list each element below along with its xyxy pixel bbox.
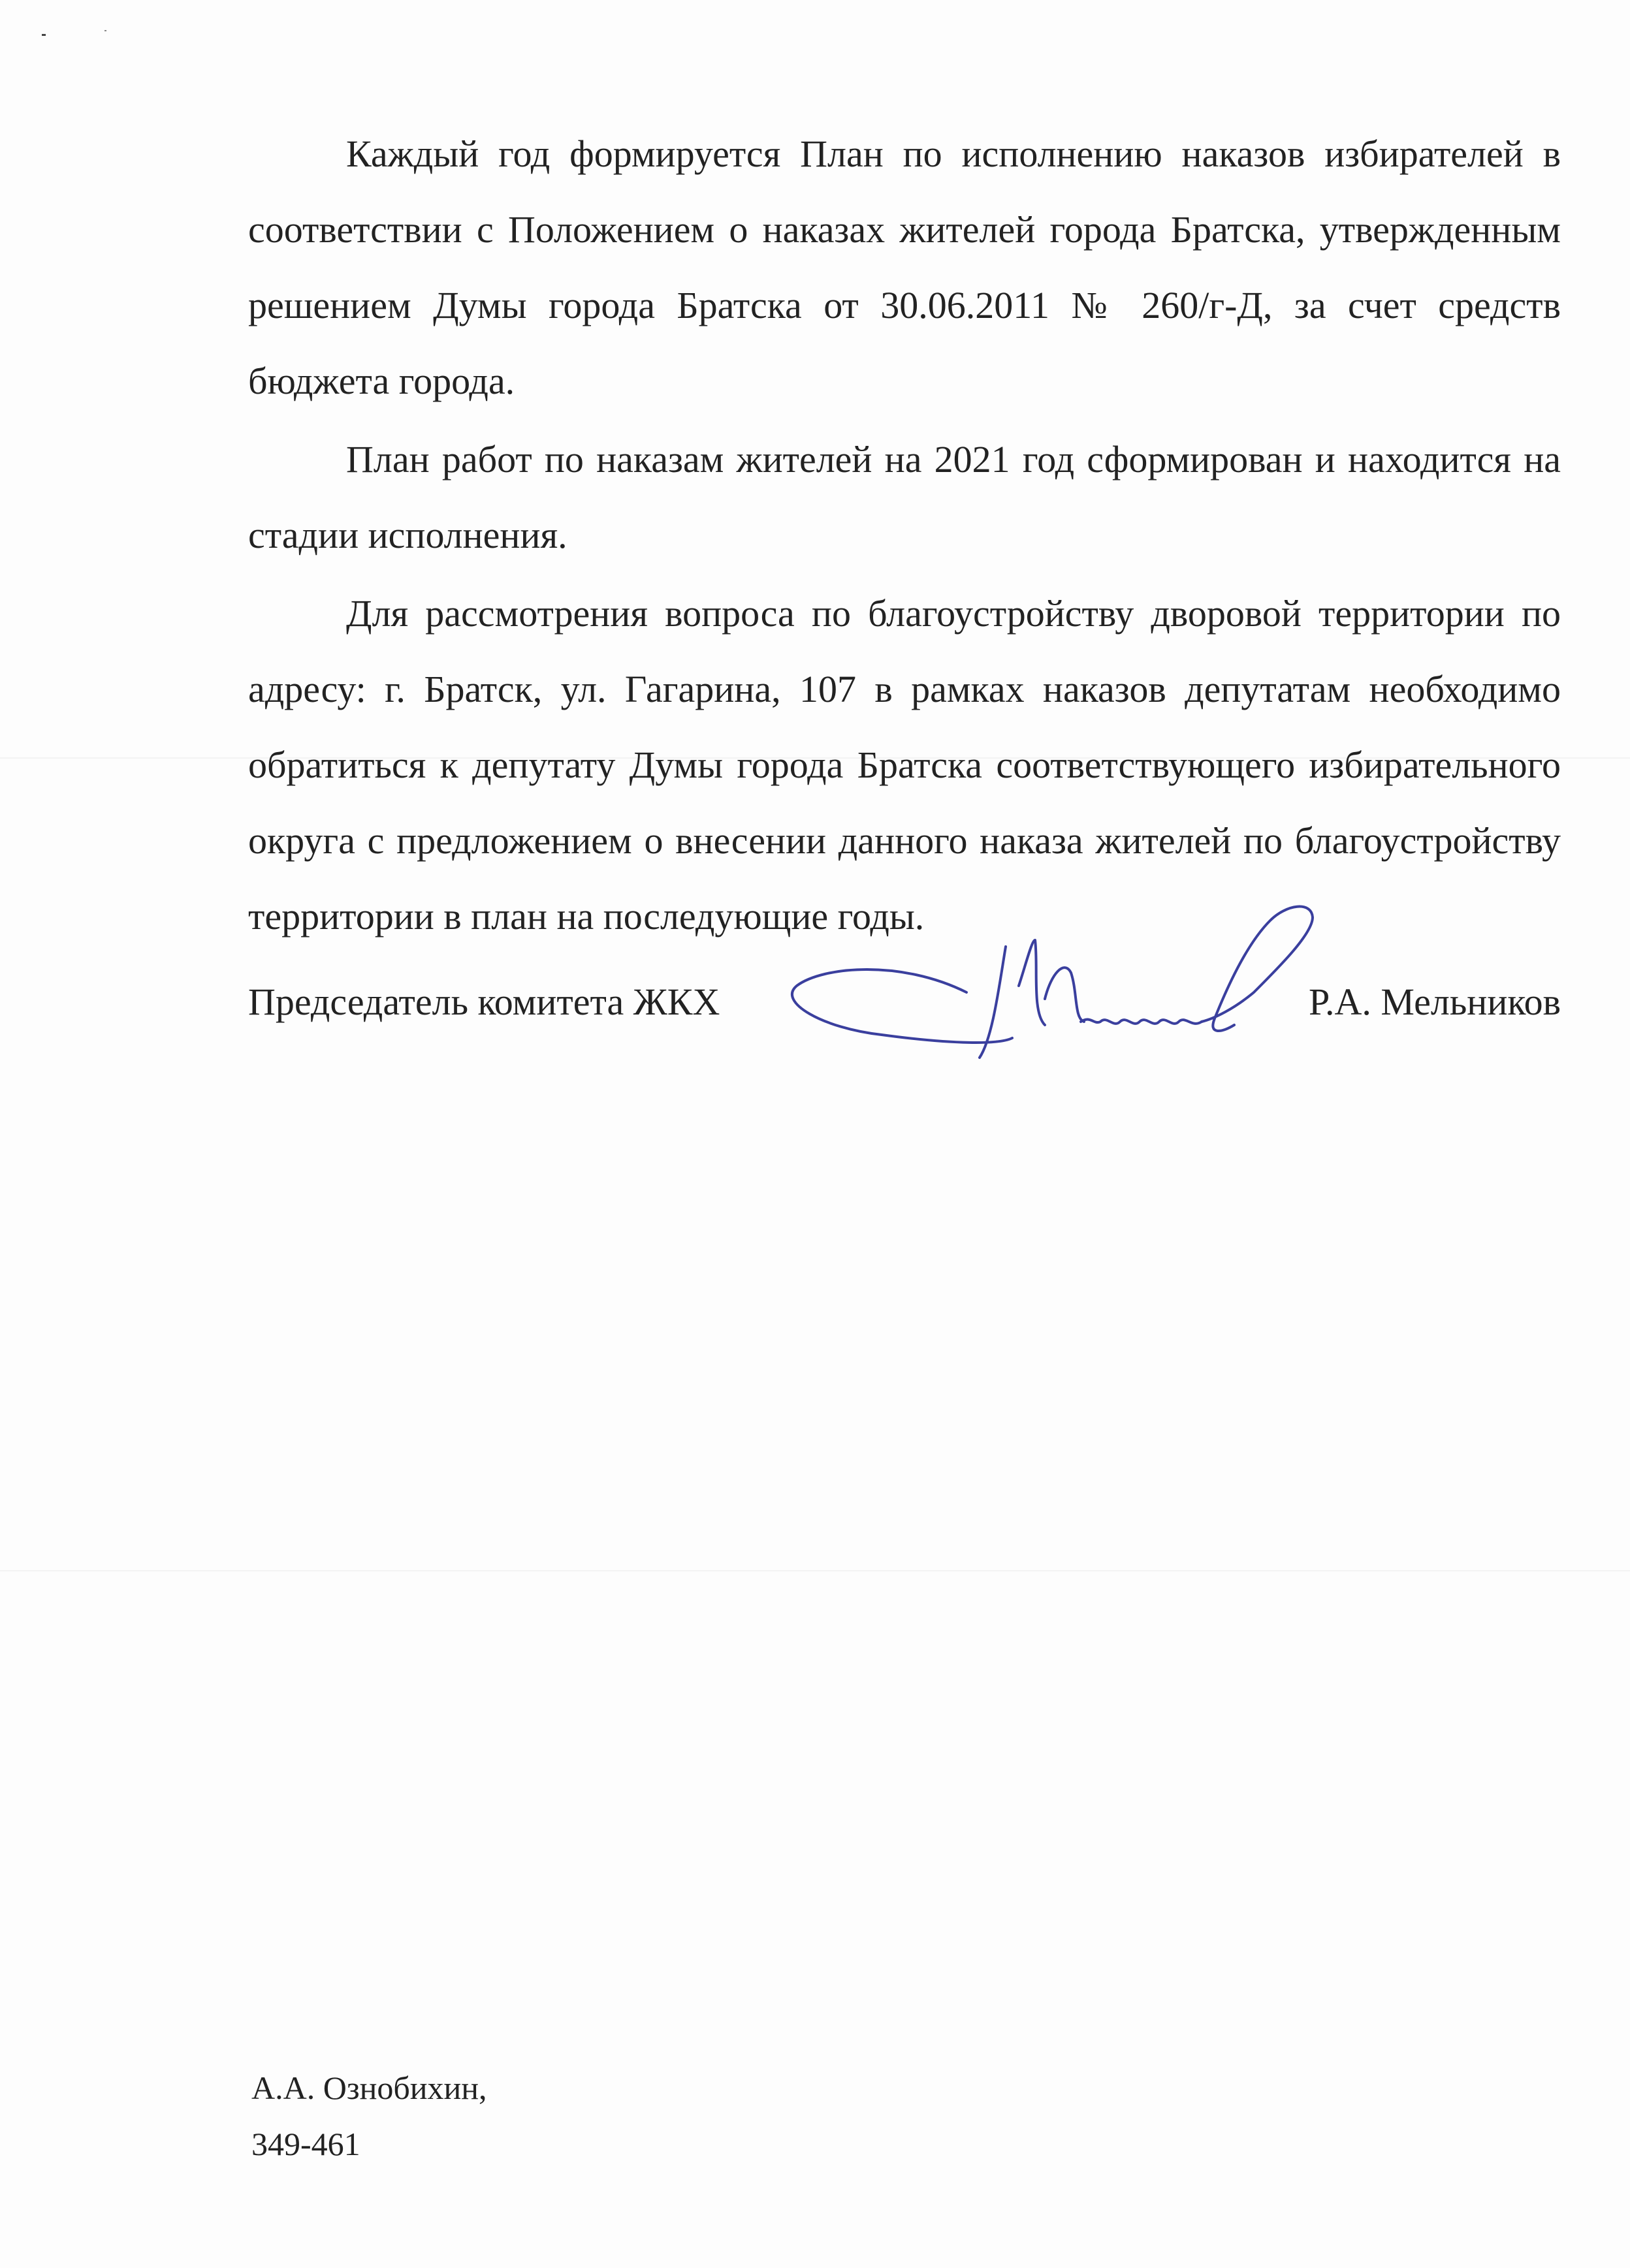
executor-name: А.А. Ознобихин, xyxy=(251,2070,487,2106)
letter-body xyxy=(248,116,1561,957)
executor-contact xyxy=(251,2060,487,2172)
executor-phone: 349-461 xyxy=(251,2126,360,2162)
paragraph: Для рассмотрения вопроса по благоустройству дворовой территории по адресу: г. Братск, ул. Гагарина, 107 в рамках наказов депутатам необходимо обратиться к депутату Думы города Братска соответствующего избирательного округа с предложением о внесении данного наказа жителей по благоустройству территории в план на последующие годы. xyxy=(248,592,1561,937)
paragraph: План работ по наказам жителей на 2021 год сформирован и находится на стадии исполнения. xyxy=(248,438,1561,556)
signer-name: Р.А. Мельников xyxy=(1308,981,1561,1023)
signer-position: Председатель комитета ЖКХ xyxy=(248,981,720,1023)
paragraph: Каждый год формируется План по исполнению наказов избирателей в соответствии с Положением о наказах жителей города Братска, утвержденным решением Думы города Братска от 30.06.2011 № 260/г-Д, за счет средств бюджета города. xyxy=(248,133,1561,402)
scan-artifact-marks xyxy=(39,26,118,39)
paper-fold-line xyxy=(0,1570,1630,1571)
signature-row xyxy=(248,973,1561,1032)
